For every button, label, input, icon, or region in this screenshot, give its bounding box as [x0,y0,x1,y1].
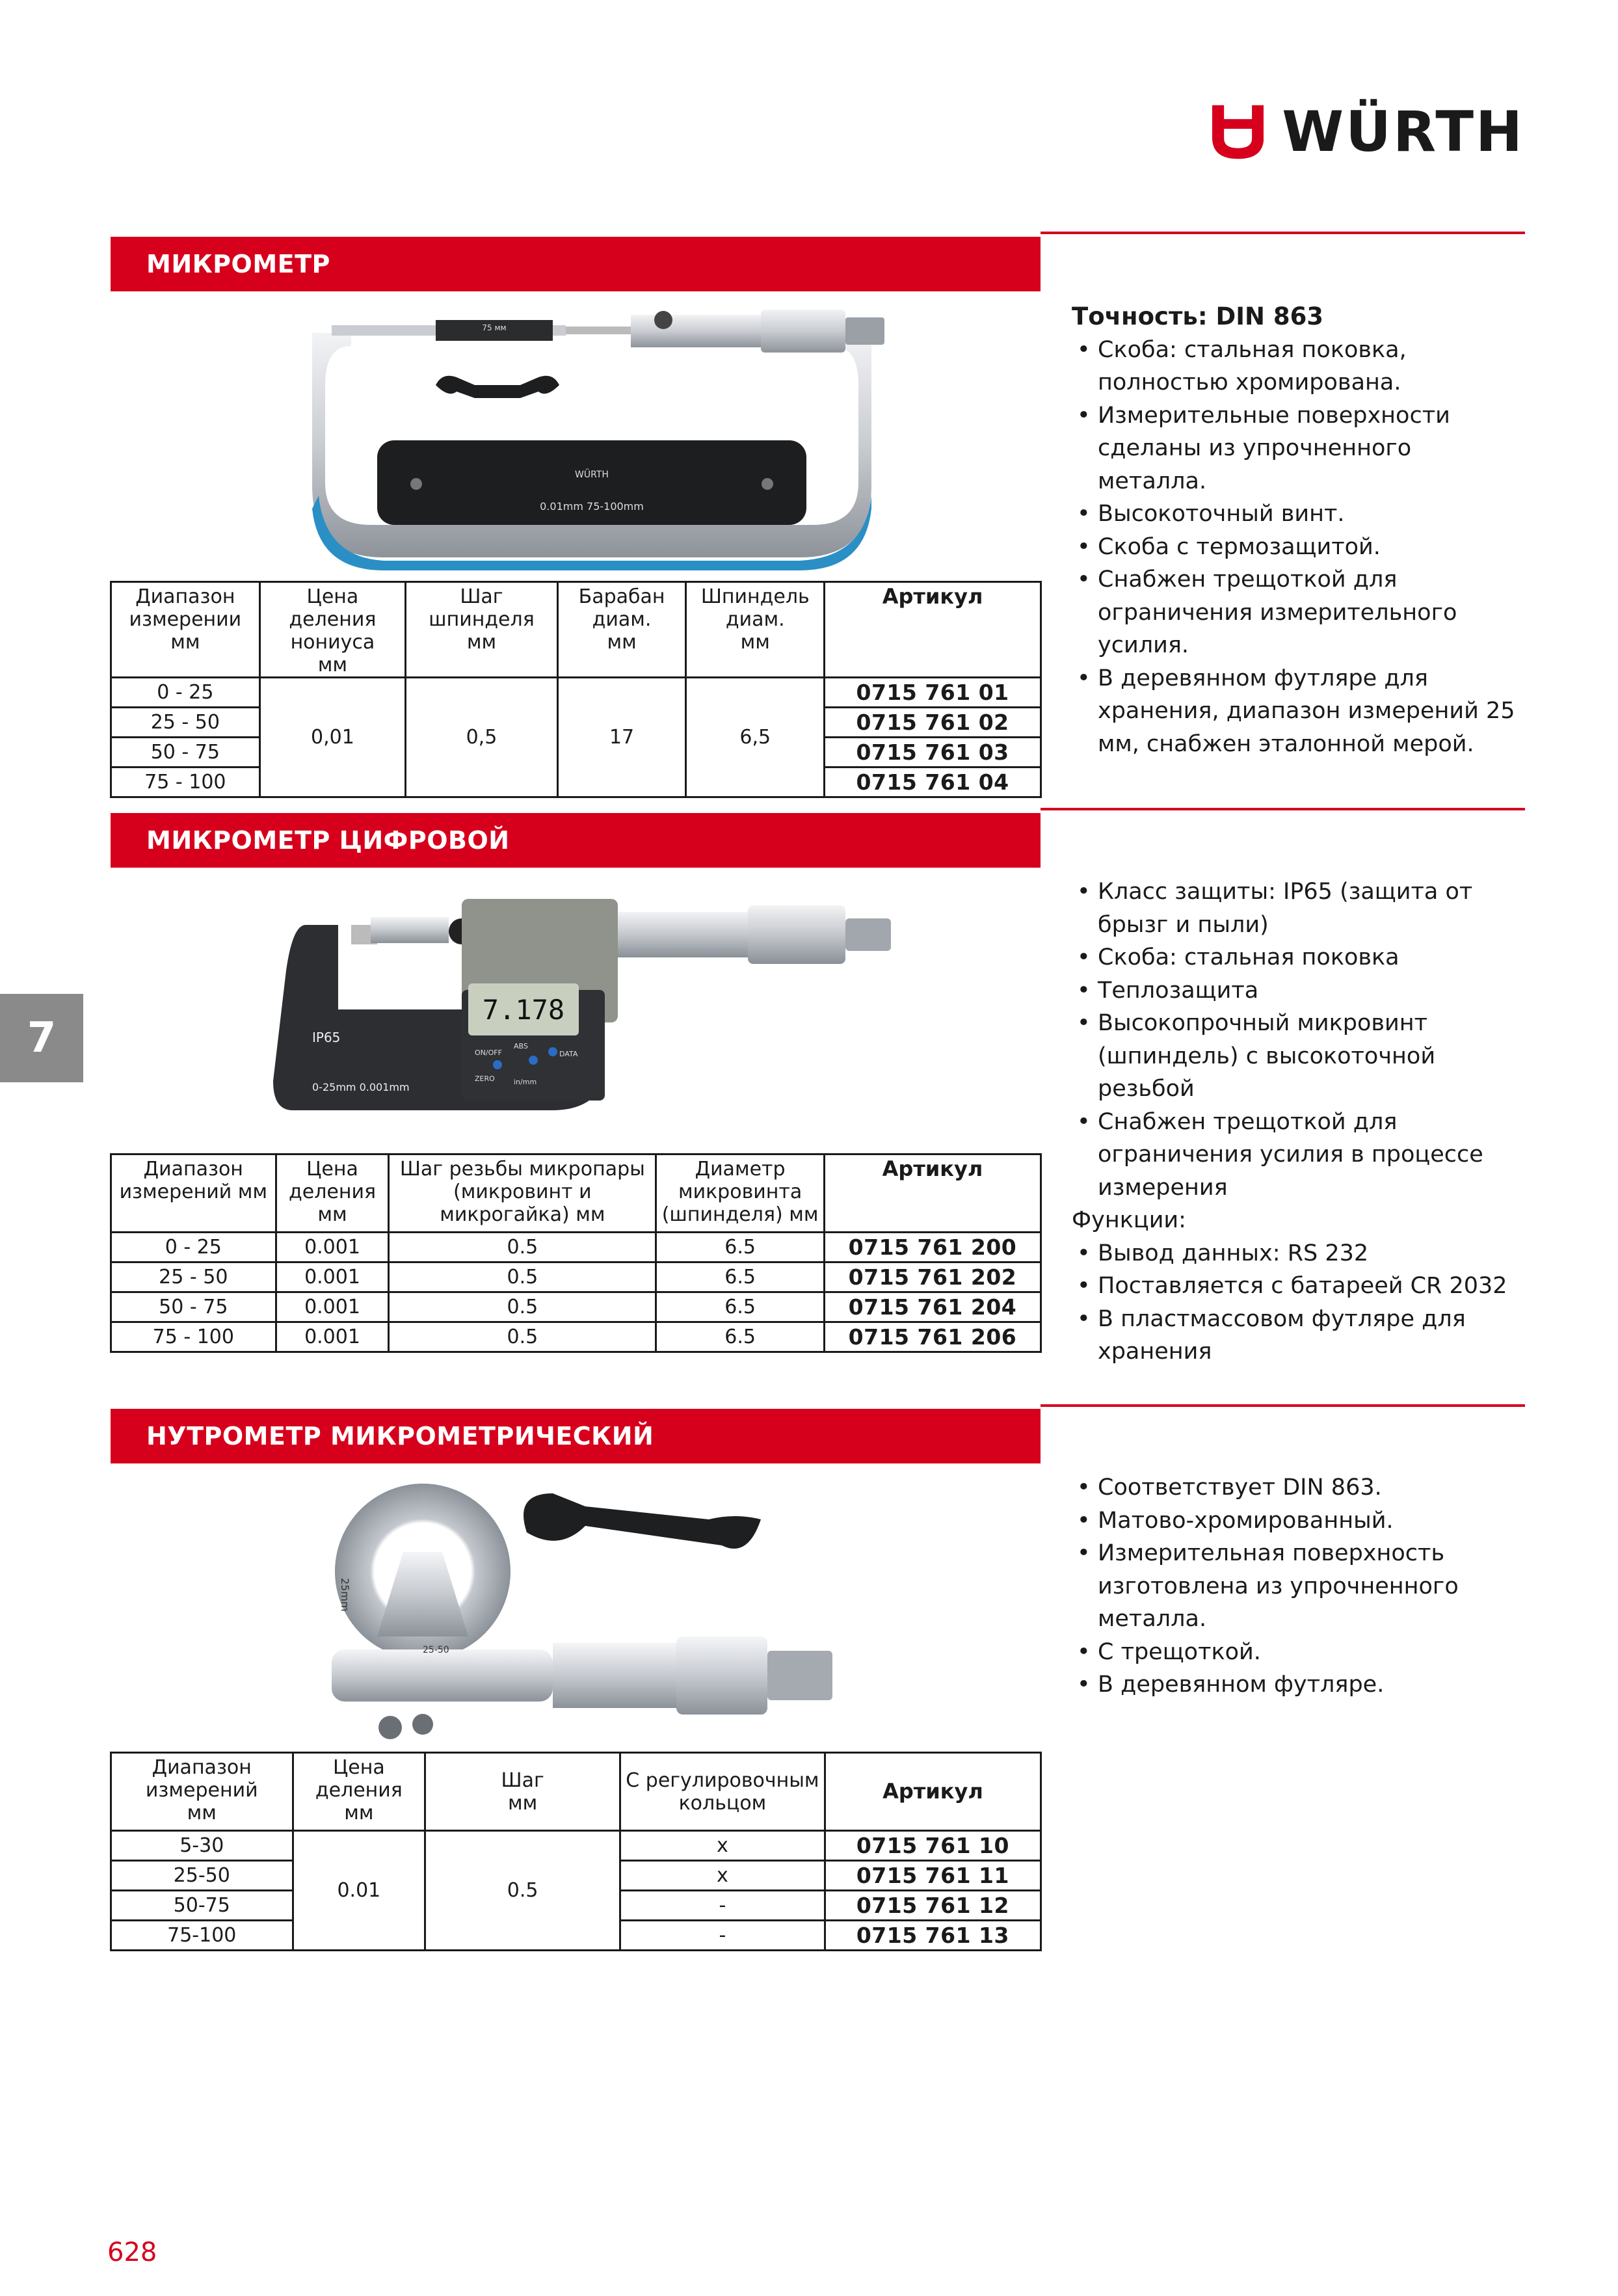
cell-diam: 6.5 [656,1262,825,1292]
cell-division: 0.01 [293,1831,425,1951]
cell-article: 0715 761 11 [825,1861,1041,1891]
cell-division: 0.001 [276,1322,389,1352]
cell-range: 75-100 [111,1921,293,1951]
cell-article: 0715 761 04 [825,768,1041,797]
cell-range: 0 - 25 [111,1233,276,1262]
table-row [111,1262,1041,1292]
header-vernier: Цена деления нониуса мм [259,582,405,678]
cell-article: 0715 761 204 [824,1292,1041,1322]
feature-item: • Измерительная поверхность изготовлена из упрочненного металла. [1072,1537,1527,1636]
section-title: НУТРОМЕТР МИКРОМЕТРИЧЕСКИЙ [146,1422,654,1450]
cell-division: 0.001 [276,1292,389,1322]
section-title: МИКРОМЕТР ЦИФРОВОЙ [146,826,510,855]
header-spindle-diam: Шпиндель диам. мм [686,582,825,678]
section-title: МИКРОМЕТР [146,250,330,278]
cell-range: 50 - 75 [111,738,260,768]
cell-range: 75 - 100 [111,1322,276,1352]
micrometer-spec-table [110,581,1042,798]
ip-label: IP65 [312,1030,341,1045]
cell-diam: 6.5 [656,1292,825,1322]
brand-logo [1212,96,1524,168]
header-article: Артикул [825,582,1041,678]
section-header [111,813,1041,868]
cell-ring: - [620,1891,825,1921]
cell-pitch: 0,5 [406,678,558,797]
feature-item: • С трещоткой. [1072,1636,1527,1669]
cell-division: 0.001 [276,1233,389,1262]
table-row [111,1233,1041,1262]
feature-item: • В деревянном футляре. [1072,1668,1527,1702]
inside-micrometer-image [306,1480,878,1754]
cell-article: 0715 761 206 [824,1322,1041,1352]
cell-ring: x [620,1831,825,1861]
lcd-display: 7.178 [482,994,565,1026]
header-article: Артикул [825,1753,1041,1831]
header-range: Диапазон измерений мм [111,1753,293,1831]
cell-range: 50 - 75 [111,1292,276,1322]
feature-item: • Измерительные поверхности сделаны из упрочненного металла. [1072,399,1527,498]
accuracy-lead: Точность: DIN 863 [1072,302,1324,330]
section-divider [1041,808,1525,810]
header-range: Диапазон измерении мм [111,582,260,678]
section-header [111,1409,1041,1463]
header-division: Цена деления мм [276,1155,389,1233]
feature-item: • Теплозащита [1072,974,1527,1008]
feature-item: • Снабжен трещоткой для ограничения усилия в процессе измерения [1072,1106,1527,1205]
cell-division: 0.001 [276,1262,389,1292]
cell-pitch: 0.5 [389,1233,656,1262]
cell-article: 0715 761 03 [825,738,1041,768]
feature-item: • Матово-хромированный. [1072,1504,1527,1538]
btn-on-off: ON/OFF [475,1048,502,1057]
header-division: Цена деления мм [293,1753,425,1831]
section-divider [1041,1404,1525,1407]
header-range: Диапазон измерений мм [111,1155,276,1233]
btn-abs: ABS [514,1042,528,1050]
cell-range: 50-75 [111,1891,293,1921]
header-article: Артикул [824,1155,1041,1233]
btn-data: DATA [559,1050,578,1058]
ring-label: 25mm [339,1578,351,1612]
cell-diam: 6.5 [656,1322,825,1352]
cell-article: 0715 761 202 [824,1262,1041,1292]
cell-article: 0715 761 01 [825,678,1041,708]
cell-range: 0 - 25 [111,678,260,708]
header-screw-diam: Диаметр микровинта (шпинделя) мм [656,1155,825,1233]
page-number: 628 [107,2237,157,2267]
cell-range: 5-30 [111,1831,293,1861]
cell-article: 0715 761 13 [825,1921,1041,1951]
cell-drum: 17 [557,678,686,797]
chapter-tab: 7 [0,994,83,1082]
cell-ring: x [620,1861,825,1891]
cell-pitch: 0.5 [389,1262,656,1292]
cell-spindle: 6,5 [686,678,825,797]
header-ring: С регулировочным кольцом [620,1753,825,1831]
inside-micrometer-spec-table [110,1752,1042,1951]
cell-pitch: 0.5 [389,1292,656,1322]
function-item: • Вывод данных: RS 232 [1072,1237,1527,1270]
feature-item: • Снабжен трещоткой для ограничения измерительного усилия. [1072,563,1527,662]
table-row [111,678,1041,708]
feature-item: • Скоба: стальная поковка [1072,941,1527,974]
feature-item: • Высокоточный винт. [1072,498,1527,531]
digital-micrometer-image [267,886,904,1127]
cell-diam: 6.5 [656,1233,825,1262]
feature-item: • Класс защиты: IP65 (защита от брызг и пыли) [1072,875,1527,941]
cell-article: 0715 761 02 [825,708,1041,738]
cell-range: 25 - 50 [111,1262,276,1292]
inside-micrometer-features [1072,1471,1527,1702]
table-row [111,1831,1041,1861]
table-row [111,1292,1041,1322]
feature-item: • Скоба: стальная поковка, полностью хромирована. [1072,334,1527,399]
feature-item: • Скоба с термозащитой. [1072,531,1527,564]
header-thread-pitch: Шаг резьбы микропары (микровинт и микрогайка) мм [389,1155,656,1233]
header-spindle-pitch: Шаг шпинделя мм [406,582,558,678]
logo-plate-text: WÜRTH [575,470,609,480]
section-divider [1041,232,1525,234]
header-drum-diam: Барабан диам. мм [557,582,686,678]
function-item: • В пластмассовом футляре для хранения [1072,1303,1527,1368]
range-label: 0-25mm 0.001mm [312,1081,410,1093]
btn-in-mm: in/mm [514,1078,537,1086]
feature-item: • В деревянном футляре для хранения, диапазон измерений 25 мм, снабжен эталонной мерой. [1072,662,1527,761]
range-plate-text: 0.01mm 75-100mm [540,500,644,513]
cell-range: 25-50 [111,1861,293,1891]
feature-item: • Высокопрочный микровинт (шпиндель) с высокоточной резьбой [1072,1007,1527,1106]
wurth-logo-icon [1212,100,1264,165]
cell-article: 0715 761 12 [825,1891,1041,1921]
digital-micrometer-spec-table [110,1153,1042,1353]
btn-zero: ZERO [475,1075,495,1083]
table-row [111,1322,1041,1352]
cell-range: 75 - 100 [111,768,260,797]
cell-ring: - [620,1921,825,1951]
micrometer-features [1072,300,1527,760]
header-pitch: Шаг мм [425,1753,620,1831]
functions-label: Функции: [1072,1207,1186,1233]
section-header [111,237,1041,291]
cell-vernier: 0,01 [259,678,405,797]
cell-pitch: 0.5 [425,1831,620,1951]
cell-range: 25 - 50 [111,708,260,738]
scale-label: 25-50 [423,1645,449,1655]
digital-micrometer-features [1072,875,1527,1368]
cell-article: 0715 761 10 [825,1831,1041,1861]
cell-article: 0715 761 200 [824,1233,1041,1262]
micrometer-image [286,300,897,574]
gauge-block-label: 75 мм [482,323,507,332]
cell-pitch: 0.5 [389,1322,656,1352]
brand-name: WÜRTH [1282,100,1524,165]
function-item: • Поставляется с батареей CR 2032 [1072,1270,1527,1303]
feature-item: • Соответствует DIN 863. [1072,1471,1527,1504]
